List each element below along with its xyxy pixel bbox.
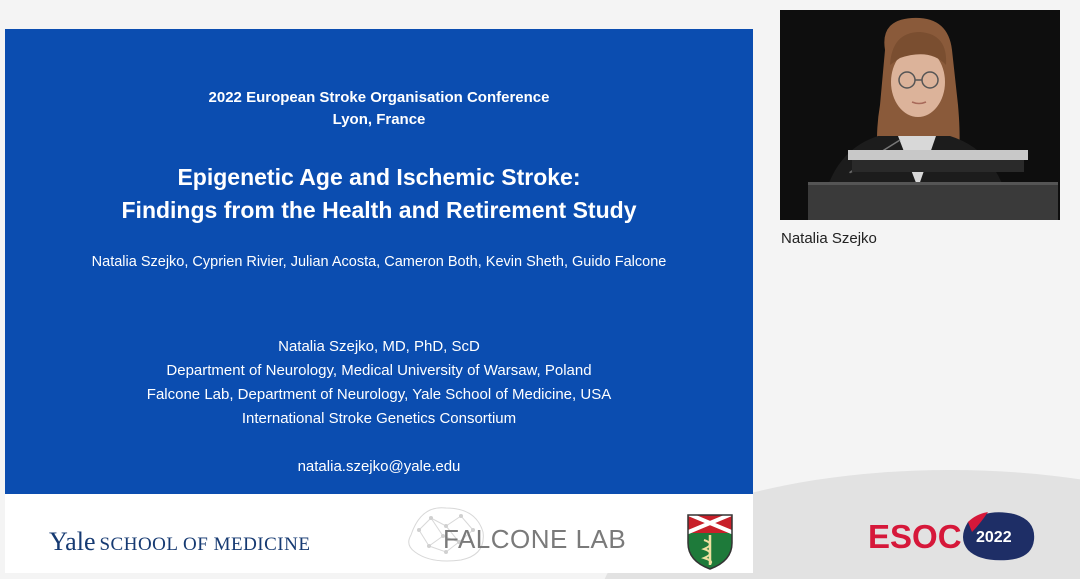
affiliation-yale: Falcone Lab, Department of Neurology, Yale School of Medicine, USA (146, 386, 612, 403)
author-list: Natalia Szejko, Cyprien Rivier, Julian Acosta, Cameron Both, Kevin Sheth, Guido Falcone (91, 254, 667, 270)
slide-footer (5, 494, 753, 573)
slide-title-line-2: Findings from the Health and Retirement Study (121, 197, 637, 223)
presentation-slide (5, 29, 753, 573)
esoc-wordmark: ESOC (868, 518, 962, 555)
yale-school-of-medicine-logo (49, 527, 310, 557)
esoc-year: 2022 (976, 529, 1012, 546)
slide-title-line-1: Epigenetic Age and Ischemic Stroke: (177, 164, 581, 190)
yale-wordmark: Yale (49, 527, 96, 556)
affiliation-warsaw: Department of Neurology, Medical University of Warsaw, Poland (166, 362, 592, 379)
slide-content (5, 29, 753, 494)
affiliation-isgc: International Stroke Genetics Consortium (241, 410, 517, 427)
school-of-medicine-wordmark: SCHOOL OF MEDICINE (99, 534, 311, 555)
medical-university-shield-icon (686, 513, 734, 571)
conference-location: Lyon, France (332, 111, 426, 128)
contact-email: natalia.szejko@yale.edu (297, 458, 461, 475)
presenter-credentials: Natalia Szejko, MD, PhD, ScD (278, 338, 480, 355)
conference-name: 2022 European Stroke Organisation Conference (208, 89, 550, 106)
speaker-video (780, 10, 1060, 220)
speaker-name-label: Natalia Szejko (781, 230, 877, 247)
esoc-2022-logo (868, 508, 1038, 564)
speaker-video-frame (780, 10, 1060, 220)
falcone-lab-wordmark: FALCONE LAB (443, 524, 627, 554)
